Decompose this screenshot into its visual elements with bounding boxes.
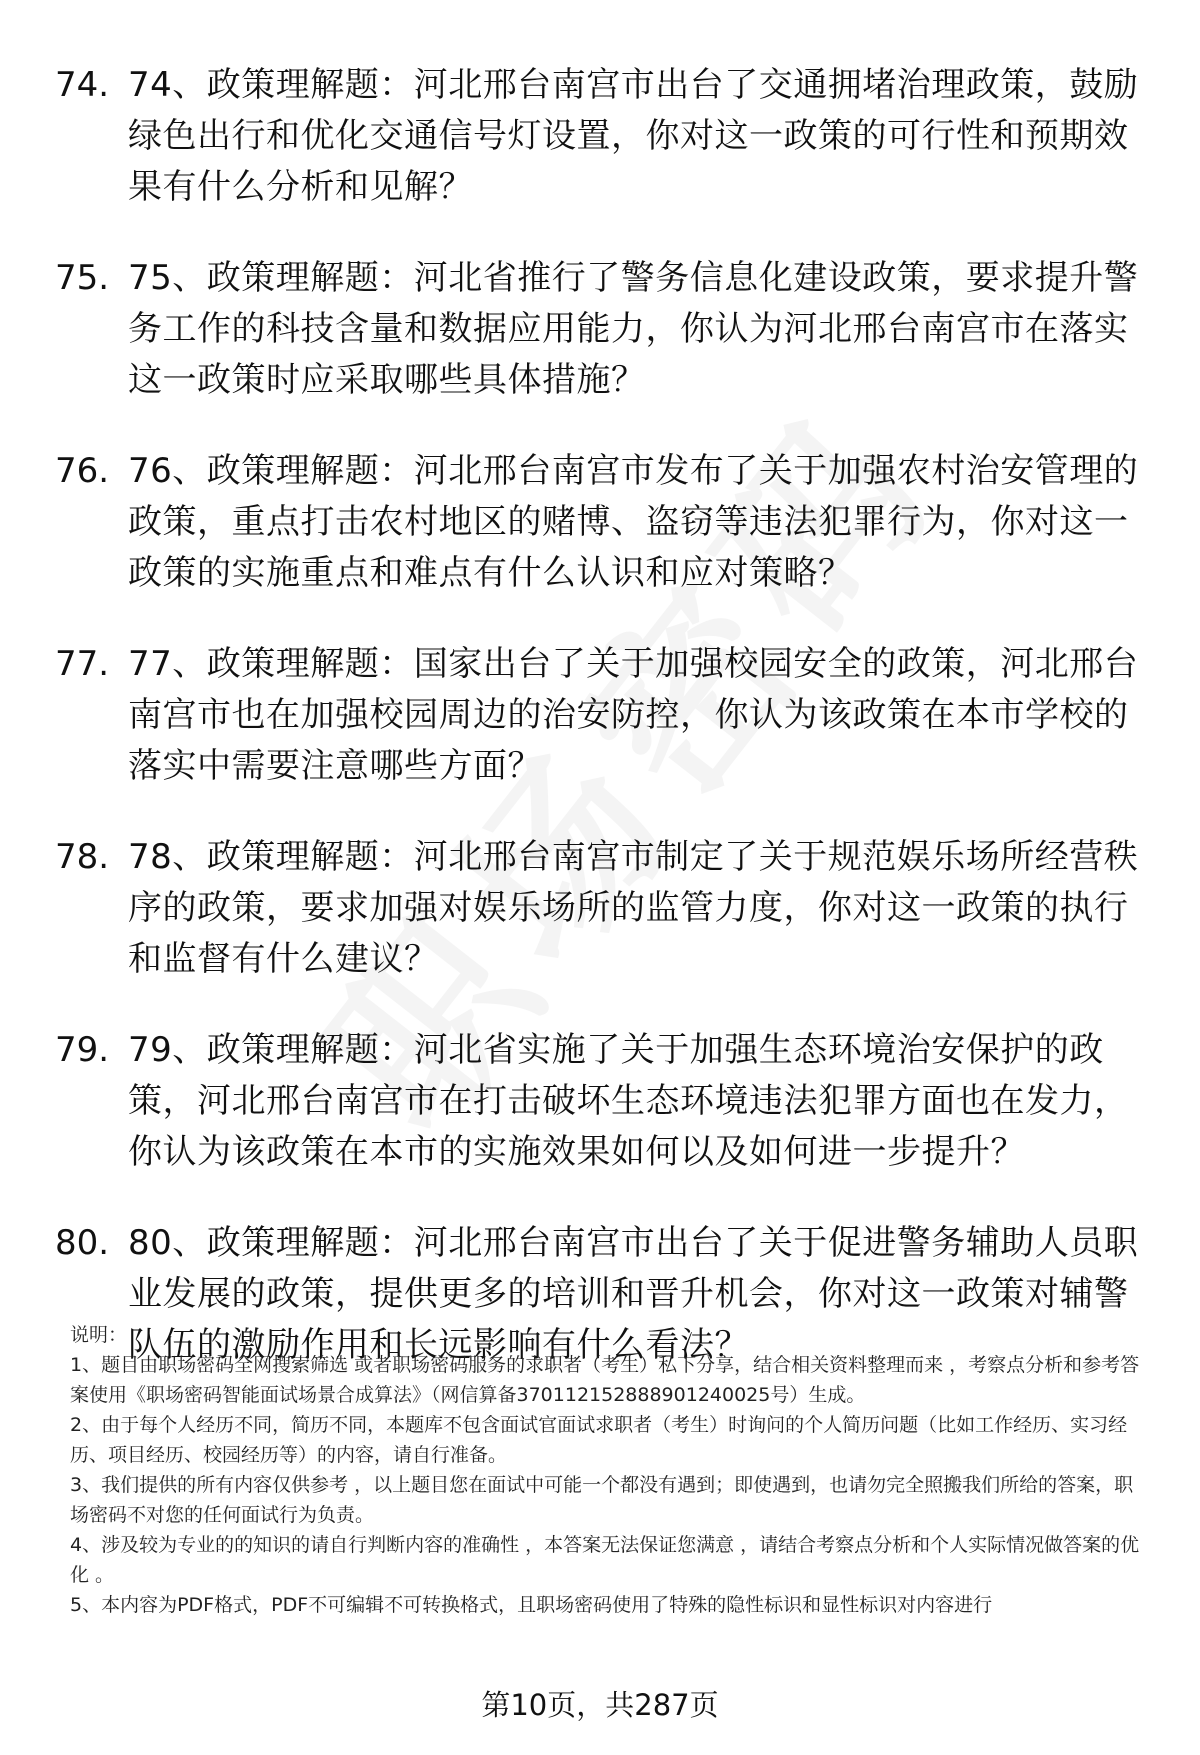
question-item-74: [55, 60, 1145, 213]
question-text: 75、政策理解题：河北省推行了警务信息化建设政策，要求提升警务工作的科技含量和数据应用能力，你认为河北邢台南宫市在落实这一政策时应采取哪些具体措施？: [128, 258, 1139, 400]
notes-heading: 说明：: [70, 1324, 128, 1346]
note-item-4: 4、涉及较为专业的的知识的请自行判断内容的准确性 ，本答案无法保证您满意 ，请结合考察点分析和个人实际情况做答案的优化 。: [70, 1534, 1140, 1586]
question-number: 76.: [55, 451, 110, 491]
note-item-5: 5、本内容为PDF格式，PDF不可编辑不可转换格式，且职场密码使用了特殊的隐性标识和显性标识对内容进行: [70, 1594, 993, 1616]
question-text: 77、政策理解题：国家出台了关于加强校园安全的政策，河北邢台南宫市也在加强校园周边的治安防控，你认为该政策在本市学校的落实中需要注意哪些方面？: [128, 644, 1139, 786]
question-text: 74、政策理解题：河北邢台南宫市出台了交通拥堵治理政策，鼓励绿色出行和优化交通信号灯设置，你对这一政策的可行性和预期效果有什么分析和见解？: [128, 65, 1139, 207]
notes-section: [70, 1320, 1150, 1620]
question-number: 74.: [55, 65, 110, 105]
question-number: 79.: [55, 1030, 110, 1070]
question-number: 80.: [55, 1223, 110, 1263]
question-text: 80、政策理解题：河北邢台南宫市出台了关于促进警务辅助人员职业发展的政策，提供更多的培训和晋升机会，你对这一政策对辅警队伍的激励作用和长远影响有什么看法？: [128, 1223, 1139, 1365]
page-number: 第10页，共287页: [481, 1688, 719, 1722]
question-number: 75.: [55, 258, 110, 298]
question-item-77: [55, 639, 1145, 792]
question-text: 78、政策理解题：河北邢台南宫市制定了关于规范娱乐场所经营秩序的政策，要求加强对娱乐场所的监管力度，你对这一政策的执行和监督有什么建议？: [128, 837, 1139, 979]
question-item-78: [55, 832, 1145, 985]
question-item-76: [55, 446, 1145, 599]
note-item-2: 2、由于每个人经历不同，简历不同，本题库不包含面试官面试求职者（考生）时询问的个人简历问题（比如工作经历、实习经历、项目经历、校园经历等）的内容，请自行准备。: [70, 1414, 1128, 1466]
question-list: [55, 60, 1145, 1411]
question-item-75: [55, 253, 1145, 406]
question-number: 77.: [55, 644, 110, 684]
note-item-1: 1、题目由职场密码全网搜索筛选 或者职场密码服务的求职者（考生）私下分享，结合相关资料整理而来 ，考察点分析和参考答案使用《职场密码智能面试场景合成算法》（网信算备370112152888901240025号）生成。: [70, 1354, 1140, 1406]
question-item-79: [55, 1025, 1145, 1178]
note-item-3: 3、我们提供的所有内容仅供参考 ，以上题目您在面试中可能一个都没有遇到；即使遇到，也请勿完全照搬我们所给的答案，职场密码不对您的任何面试行为负责。: [70, 1474, 1134, 1526]
question-text: 76、政策理解题：河北邢台南宫市发布了关于加强农村治安管理的政策，重点打击农村地区的赌博、盗窃等违法犯罪行为，你对这一政策的实施重点和难点有什么认识和应对策略？: [128, 451, 1139, 593]
question-text: 79、政策理解题：河北省实施了关于加强生态环境治安保护的政策，河北邢台南宫市在打击破坏生态环境违法犯罪方面也在发力，你认为该政策在本市的实施效果如何以及如何进一步提升？: [128, 1030, 1129, 1172]
question-number: 78.: [55, 837, 110, 877]
